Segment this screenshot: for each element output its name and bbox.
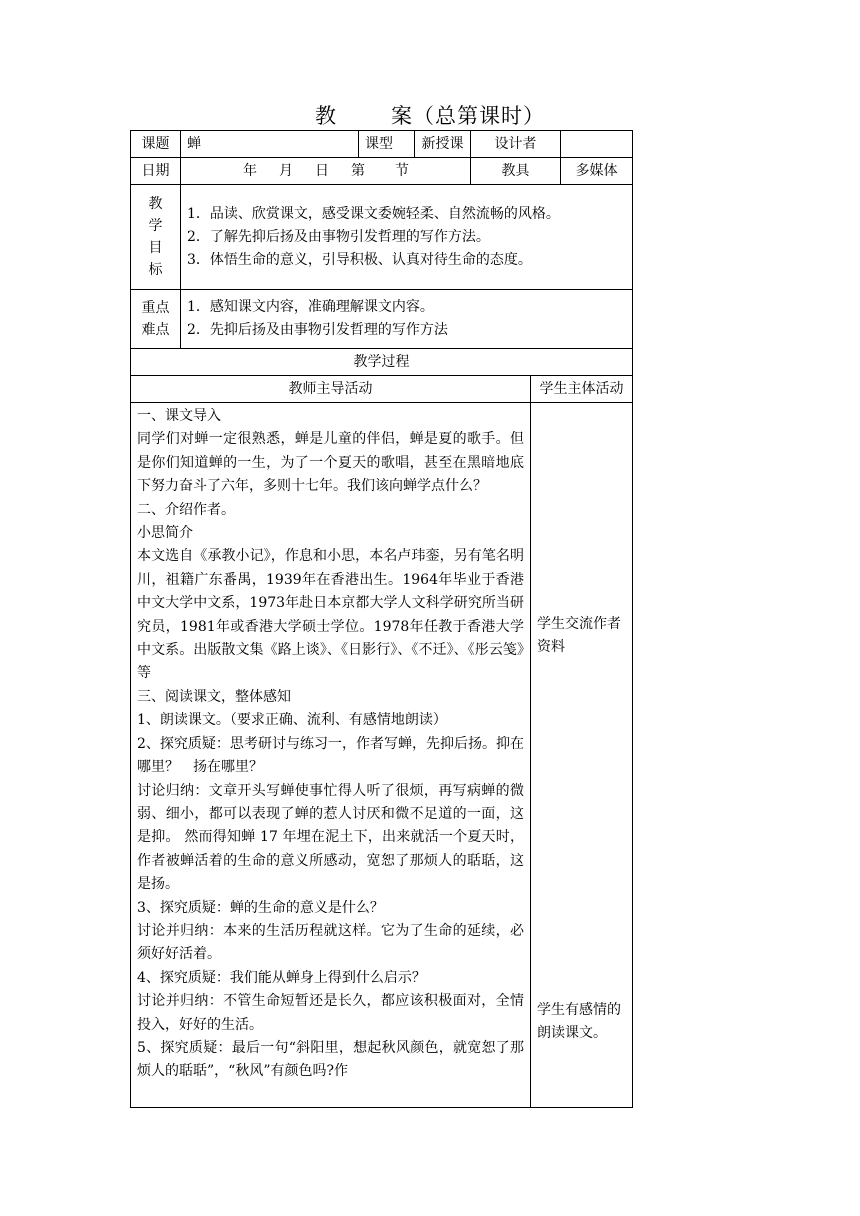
objective-item: 1．品读、欣赏课文，感受课文委婉轻柔、自然流畅的风格。 [187,205,560,222]
objectives-label [131,185,181,290]
teacher-paragraph: 4、探究质疑：我们能从蝉身上得到什么启示？ [137,969,426,986]
process-heading: 教学过程 [131,349,633,376]
student-column-header: 学生主体活动 [531,376,633,403]
objective-item: 3．体悟生命的意义，引导积极、认真对待生命的态度。 [187,251,532,268]
teacher-paragraph: 讨论并归纳：不管生命短暂还是长久，都应该积极面对，全情投入，好好的生活。 [137,993,524,1033]
teacher-paragraph: 2、探究质疑：思考研讨与练习一，作者写蝉，先抑后扬。抑在哪里？ 扬在哪里？ [137,735,524,776]
student-activities [531,403,633,1108]
teacher-paragraph: 小思简介 [137,525,193,542]
objectives-label-char: 教 [148,196,163,212]
date-day: 日 [315,163,329,179]
teacher-paragraph: 同学们对蝉一定很熟悉，蝉是儿童的伴侣，蝉是夏的歌手。但是你们知道蝉的一生，为了一个夏天的歌唱，甚至在黑暗地底下努力奋斗了六年，多则十七年。我们该向蝉学点什么？ [137,431,524,495]
student-note: 学生有感情的朗读课文。 [537,1002,621,1041]
teacher-activities [131,403,531,1108]
designer-value [561,131,633,158]
keypoint-item: 2．先抑后扬及由事物引发哲理的写作方法 [187,322,448,338]
teacher-paragraph: 讨论并归纳：本来的生活历程就这样。它为了生命的延续，必须好好活着。 [137,922,524,963]
keypoints-label-line: 难点 [141,322,170,338]
tools-label: 教具 [471,158,561,185]
teacher-paragraph: 讨论归纳：文章开头写蝉使事忙得人听了很烦，再写病蝉的微弱、细小，都可以表现了蝉的惹人讨厌和微不足道的一面，这是抑。 然而得知蝉 17 年埋在泥土下，出来就活一个夏天时，作者被蝉活着的生命的意义所感动，宽恕了那烦人的聒聒，这是扬。 [137,782,524,893]
topic-value: 蝉 [181,131,359,158]
student-note: 学生交流作者资料 [537,616,621,655]
keypoints-list [181,290,633,349]
objectives-label-char: 目 [148,240,163,256]
teacher-paragraph: 一、课文导入 [137,408,221,424]
title-part1: 教 [315,104,337,128]
teacher-paragraph: 1、朗读课文。（要求正确、流利、有感情地朗读） [137,712,447,729]
teacher-paragraph: 二、介绍作者。 [137,501,235,518]
teacher-paragraph: 3、探究质疑：蝉的生命的意义是什么？ [137,899,384,916]
page-title [0,100,860,130]
keypoint-item: 1．感知课文内容，准确理解课文内容。 [187,299,434,315]
objectives-label-char: 标 [148,262,163,278]
designer-label: 设计者 [471,131,561,158]
date-label: 日期 [131,158,181,185]
teacher-paragraph: 三、阅读课文，整体感知 [137,688,291,705]
date-year: 年 [243,163,257,179]
topic-label: 课题 [131,131,181,158]
tools-value: 多媒体 [561,158,633,185]
keypoints-label [131,290,181,349]
date-month: 月 [279,163,293,179]
date-period-prefix: 第 [351,163,365,179]
teacher-paragraph: 5、探究质疑：最后一句“斜阳里，想起秋风颜色，就宽恕了那烦人的聒聒”，“秋风”有颜色吗?作 [137,1039,524,1080]
teacher-paragraph: 本文选自《承教小记》，作息和小思，本名卢玮銮，另有笔名明川，祖籍广东番禺，1939年在香港出生。1964年毕业于香港中文大学中文系，1973年赴日本京都大学人文科学研究所当研究员，1981年或香港大学硕士学位。1978年任教于香港大学中文系。出版散文集《路上谈》、《日影行》、《不迁》、《彤云笺》等 [137,548,524,682]
lesson-plan-table [130,130,633,1108]
type-value: 新授课 [415,131,471,158]
date-period-suffix: 节 [395,163,409,179]
keypoints-label-line: 重点 [141,300,170,316]
type-label: 课型 [359,131,415,158]
objectives-label-char: 学 [148,218,163,234]
title-part2: 案（总第课时） [391,104,545,128]
objective-item: 2．了解先抑后扬及由事物引发哲理的写作方法。 [187,228,490,245]
date-field [181,158,471,185]
teacher-column-header: 教师主导活动 [131,376,531,403]
objectives-list [181,185,633,290]
